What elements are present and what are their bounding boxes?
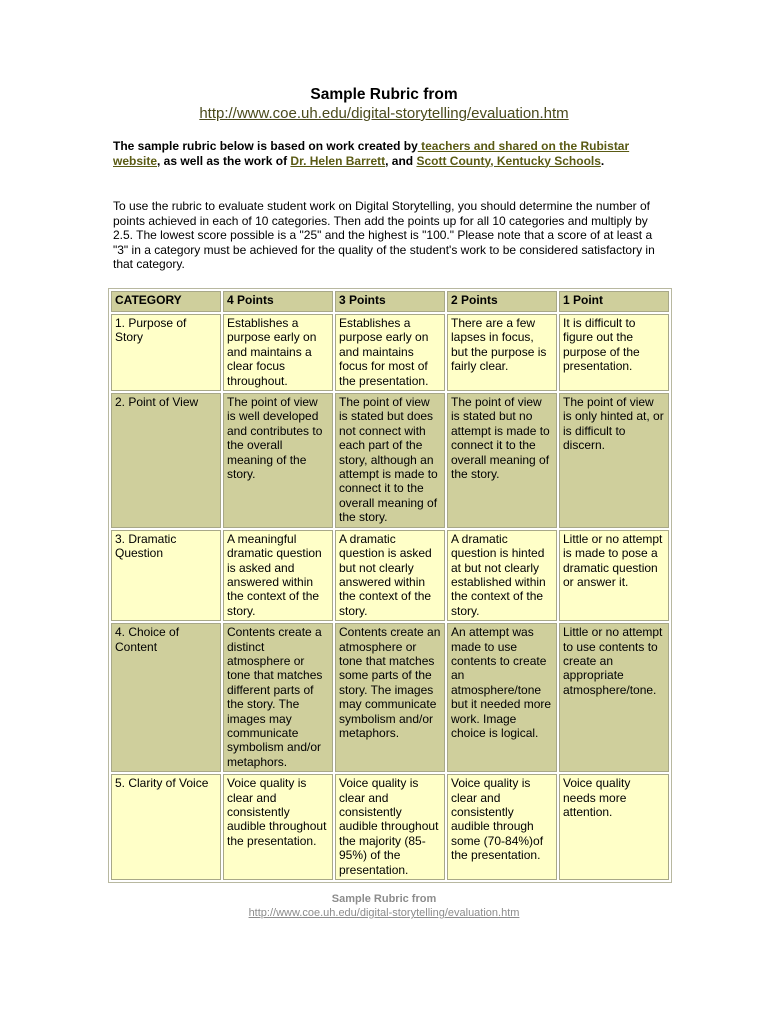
table-cell: An attempt was made to use contents to create an atmosphere/tone but it needed more work. Image choice is logical. (447, 623, 557, 772)
table-row (111, 623, 669, 772)
table-cell: A dramatic question is hinted at but not clearly established within the context of the story. (447, 530, 557, 621)
table-cell: Voice quality is clear and consistently audible throughout the presentation. (223, 774, 333, 880)
footer-url (0, 907, 768, 919)
intro-paragraph (113, 139, 658, 168)
table-cell: Establishes a purpose early on and maintains focus for most of the presentation. (335, 314, 445, 391)
intro-text-1: The sample rubric below is based on work created by (113, 139, 418, 153)
header-cell: CATEGORY (111, 291, 221, 312)
table-row (111, 314, 669, 391)
helen-barrett-link[interactable]: Dr. Helen Barrett (290, 153, 386, 168)
table-cell: Voice quality is clear and consistently audible through some (70-84%)of the presentation. (447, 774, 557, 880)
table-cell: 1. Purpose of Story (111, 314, 221, 391)
table-cell: The point of view is stated but does not connect with each part of the story, although an attempt is made to connect it to the overall meaning of the story. (335, 393, 445, 528)
table-cell: The point of view is only hinted at, or is difficult to discern. (559, 393, 669, 528)
table-cell: 2. Point of View (111, 393, 221, 528)
header-cell: 3 Points (335, 291, 445, 312)
table-cell: Contents create an atmosphere or tone that matches some parts of the story. The images may communicate symbolism and/or metaphors. (335, 623, 445, 772)
table-cell: There are a few lapses in focus, but the purpose is fairly clear. (447, 314, 557, 391)
table-cell: Contents create a distinct atmosphere or tone that matches different parts of the story. The images may communicate symbolism and/or metaphors. (223, 623, 333, 772)
instructions-paragraph: To use the rubric to evaluate student work on Digital Storytelling, you should determine the number of points achieved in each of 10 categories. Then add the points up for all 10 categories and multiply by 2.5. The lowest score possible is a "25" and the highest is "100." Please note that a score of at least a "3" in a category must be achieved for the quality of the student's work to be considered satisfactory in that category. (113, 199, 655, 272)
table-cell: Establishes a purpose early on and maintains a clear focus throughout. (223, 314, 333, 391)
page-title: Sample Rubric from (310, 86, 458, 103)
source-url-link[interactable]: http://www.coe.uh.edu/digital-storytelling/evaluation.htm (199, 105, 569, 122)
intro-text-4: . (600, 153, 605, 168)
table-row (111, 774, 669, 880)
table-row (111, 530, 669, 621)
table-cell: Little or no attempt is made to pose a dramatic question or answer it. (559, 530, 669, 621)
intro-text-3: , and (385, 153, 417, 168)
rubistar-link[interactable]: teachers and shared on the Rubistar website (113, 139, 630, 168)
table-cell: 3. Dramatic Question (111, 530, 221, 621)
table-cell: The point of view is stated but no attempt is made to connect it to the overall meaning of the story. (447, 393, 557, 528)
table-cell: A dramatic question is asked but not clearly answered within the context of the story. (335, 530, 445, 621)
table-row (111, 393, 669, 528)
scott-county-link[interactable]: Scott County, Kentucky Schools (416, 153, 601, 168)
header-cell: 2 Points (447, 291, 557, 312)
footer-title: Sample Rubric from (331, 893, 437, 905)
table-cell: Voice quality needs more attention. (559, 774, 669, 880)
header-cell: 1 Point (559, 291, 669, 312)
title-url (0, 105, 768, 122)
table-cell: It is difficult to figure out the purpose of the presentation. (559, 314, 669, 391)
intro-text-2: , as well as the work of (157, 153, 291, 168)
table-header-row (111, 291, 669, 312)
table-cell: 4. Choice of Content (111, 623, 221, 772)
table-cell: Little or no attempt to use contents to create an appropriate atmosphere/tone. (559, 623, 669, 772)
rubric-table (108, 288, 672, 883)
header-cell: 4 Points (223, 291, 333, 312)
table-cell: A meaningful dramatic question is asked and answered within the context of the story. (223, 530, 333, 621)
footer-url-link[interactable]: http://www.coe.uh.edu/digital-storytelling/evaluation.htm (248, 907, 520, 919)
table-cell: Voice quality is clear and consistently audible throughout the majority (85-95%) of the presentation. (335, 774, 445, 880)
table-cell: 5. Clarity of Voice (111, 774, 221, 880)
table-cell: The point of view is well developed and contributes to the overall meaning of the story. (223, 393, 333, 528)
